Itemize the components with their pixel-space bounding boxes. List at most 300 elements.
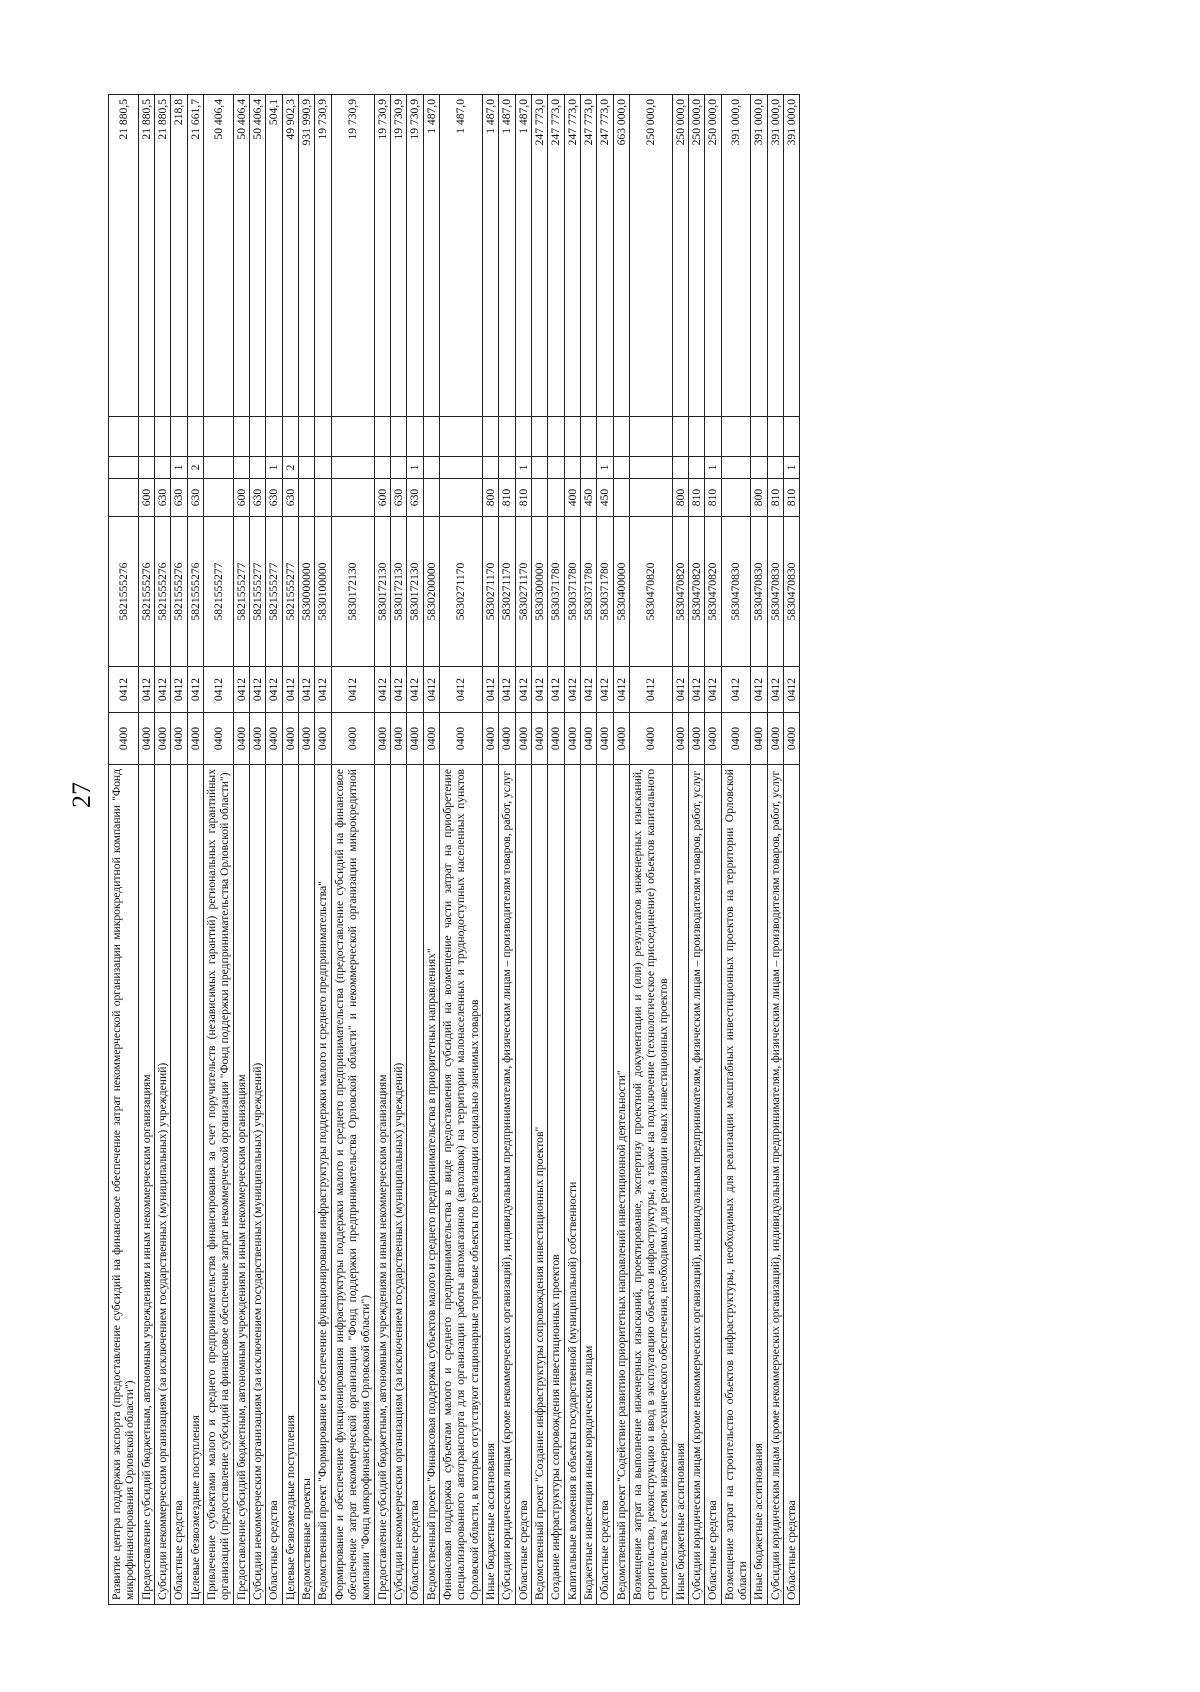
amount-cell: 1 487,0 [439,95,482,417]
target-article-cell: 5830371780 [597,517,613,667]
target-article-cell: 5830200000 [423,517,439,667]
subsection-code-cell: 0412 [203,667,233,713]
target-article-cell: 5830271170 [499,517,515,667]
row-name-cell: Капитальные вложения в объекты государственной (муниципальной) собственности [564,765,580,1605]
section-code-cell: 0400 [689,713,705,765]
expense-type-cell: 630 [171,479,187,517]
subsection-code-cell: 0412 [138,667,154,713]
section-code-cell: 0400 [751,713,767,765]
section-code-cell: 0400 [331,713,374,765]
row-name-cell: Областные средства [171,765,187,1605]
table-row [597,95,613,1605]
subsection-code-cell: 0412 [109,667,139,713]
expense-type-cell: 400 [564,479,580,517]
budget-table [108,94,800,1605]
funding-source-cell [374,457,390,479]
table-row [374,95,390,1605]
table-row [154,95,170,1605]
target-article-cell: 5830172130 [390,517,406,667]
amount-cell: 663 000,0 [613,95,629,417]
expense-type-cell [203,479,233,517]
row-name-cell: Иные бюджетные ассигнования [751,765,767,1605]
row-name-cell: Иные бюджетные ассигнования [672,765,688,1605]
extra-cell [203,417,233,457]
section-code-cell: 0400 [580,713,596,765]
section-code-cell: 0400 [597,713,613,765]
subsection-code-cell: 0412 [597,667,613,713]
extra-cell [266,417,282,457]
amount-cell: 1 487,0 [423,95,439,417]
extra-cell [482,417,498,457]
table-row [315,95,331,1605]
amount-cell: 247 773,0 [580,95,596,417]
funding-source-cell [767,457,783,479]
section-code-cell: 0400 [109,713,139,765]
subsection-code-cell: 0412 [580,667,596,713]
target-article-cell: 5821555276 [171,517,187,667]
extra-cell [721,417,751,457]
amount-cell: 21 661,7 [187,95,203,417]
table-row [423,95,439,1605]
table-row [721,95,751,1605]
subsection-code-cell: 0412 [564,667,580,713]
amount-cell: 218,8 [171,95,187,417]
extra-cell [751,417,767,457]
extra-cell [767,417,783,457]
funding-source-cell [138,457,154,479]
row-name-cell: Развитие центра поддержки экспорта (предоставление субсидий на финансовое обеспечение затрат некоммерческой организации микрокредитной компании "Фонд микрофинансирования Орловской области") [109,765,139,1605]
expense-type-cell: 810 [705,479,721,517]
amount-cell: 391 000,0 [767,95,783,417]
row-name-cell: Ведомственные проекты [298,765,314,1605]
row-name-cell: Финансовая поддержка субъектам малого и среднего предпринимательства в виде предоставления субсидий на возмещение части затрат на приобретение специализированного автотранспорта для организации работы автомагазинов (автолавок) на территории малонаселенных и труднодоступных населенных пунктов Орловской области, в которых отсутствуют стационарные торговые объекты по реализации социально значимых товаров [439,765,482,1605]
target-article-cell: 5830470830 [784,517,800,667]
table-row [751,95,767,1605]
expense-type-cell [331,479,374,517]
expense-type-cell [548,479,564,517]
table-row [564,95,580,1605]
expense-type-cell: 630 [266,479,282,517]
expense-type-cell: 630 [154,479,170,517]
section-code-cell: 0400 [298,713,314,765]
subsection-code-cell: 0412 [315,667,331,713]
row-name-cell: Областные средства [784,765,800,1605]
extra-cell [154,417,170,457]
table-row [249,95,265,1605]
funding-source-cell [531,457,547,479]
extra-cell [580,417,596,457]
section-code-cell: 0400 [138,713,154,765]
expense-type-cell [613,479,629,517]
budget-table-body [109,95,800,1605]
amount-cell: 250 000,0 [689,95,705,417]
funding-source-cell: 2 [187,457,203,479]
expense-type-cell: 630 [390,479,406,517]
row-name-cell: Субсидии некоммерческим организациям (за исключением государственных (муниципальных) учреждений) [390,765,406,1605]
table-row [499,95,515,1605]
subsection-code-cell: 0412 [374,667,390,713]
funding-source-cell: 1 [705,457,721,479]
expense-type-cell: 810 [499,479,515,517]
extra-cell [689,417,705,457]
target-article-cell: 5830371780 [580,517,596,667]
subsection-code-cell: 0412 [249,667,265,713]
expense-type-cell [721,479,751,517]
funding-source-cell: 1 [171,457,187,479]
extra-cell [331,417,374,457]
subsection-code-cell: 0412 [423,667,439,713]
section-code-cell: 0400 [390,713,406,765]
table-row [784,95,800,1605]
funding-source-cell [499,457,515,479]
subsection-code-cell: 0412 [767,667,783,713]
extra-cell [613,417,629,457]
funding-source-cell: 2 [282,457,298,479]
section-code-cell: 0400 [672,713,688,765]
row-name-cell: Формирование и обеспечение функционирования инфраструктуры поддержки малого и среднего предпринимательства (предоставление субсидий на финансовое обеспечение затрат некоммерческой организации "Фонд поддержки предпринимательства Орловской области" и некоммерческой организации микрокредитной компании "Фонд микрофинансирования Орловской области") [331,765,374,1605]
table-row [515,95,531,1605]
funding-source-cell: 1 [784,457,800,479]
extra-cell [672,417,688,457]
funding-source-cell [672,457,688,479]
table-row [531,95,547,1605]
section-code-cell: 0400 [439,713,482,765]
section-code-cell: 0400 [203,713,233,765]
amount-cell: 21 880,5 [138,95,154,417]
subsection-code-cell: 0412 [482,667,498,713]
expense-type-cell [298,479,314,517]
amount-cell: 50 406,4 [203,95,233,417]
row-name-cell: Ведомственный проект "Создание инфраструктуры сопровождения инвестиционных проектов" [531,765,547,1605]
amount-cell: 931 990,9 [298,95,314,417]
table-row [439,95,482,1605]
extra-cell [531,417,547,457]
extra-cell [171,417,187,457]
amount-cell: 247 773,0 [597,95,613,417]
amount-cell: 50 406,4 [233,95,249,417]
table-row [109,95,139,1605]
target-article-cell: 5830271170 [439,517,482,667]
target-article-cell: 5830100000 [315,517,331,667]
subsection-code-cell: 0412 [171,667,187,713]
expense-type-cell: 810 [784,479,800,517]
row-name-cell: Предоставление субсидий бюджетным, автономным учреждениям и иным некоммерческим организациям [233,765,249,1605]
expense-type-cell: 450 [597,479,613,517]
target-article-cell: 5830300000 [531,517,547,667]
target-article-cell: 5821555276 [154,517,170,667]
amount-cell: 247 773,0 [564,95,580,417]
target-article-cell: 5830470830 [767,517,783,667]
table-row [233,95,249,1605]
section-code-cell: 0400 [721,713,751,765]
subsection-code-cell: 0412 [439,667,482,713]
table-row [482,95,498,1605]
row-name-cell: Целевые безвозмездные поступления [187,765,203,1605]
table-row [331,95,374,1605]
amount-cell: 391 000,0 [751,95,767,417]
row-name-cell: Предоставление субсидий бюджетным, автономным учреждениям и иным некоммерческим организациям [138,765,154,1605]
expense-type-cell [439,479,482,517]
extra-cell [423,417,439,457]
subsection-code-cell: 0412 [515,667,531,713]
target-article-cell: 5830172130 [331,517,374,667]
target-article-cell: 5821555277 [249,517,265,667]
section-code-cell: 0400 [613,713,629,765]
funding-source-cell [721,457,751,479]
extra-cell [109,417,139,457]
target-article-cell: 5821555277 [266,517,282,667]
extra-cell [548,417,564,457]
target-article-cell: 5821555277 [282,517,298,667]
row-name-cell: Областные средства [597,765,613,1605]
section-code-cell: 0400 [423,713,439,765]
amount-cell: 1 487,0 [482,95,498,417]
section-code-cell: 0400 [564,713,580,765]
extra-cell [138,417,154,457]
section-code-cell: 0400 [531,713,547,765]
row-name-cell: Субсидии юридическим лицам (кроме некоммерческих организаций), индивидуальным предпринимателям, физическим лицам – производителям товаров, работ, услуг [689,765,705,1605]
funding-source-cell [390,457,406,479]
section-code-cell: 0400 [784,713,800,765]
expense-type-cell: 600 [374,479,390,517]
target-article-cell: 5821555277 [233,517,249,667]
funding-source-cell [331,457,374,479]
section-code-cell: 0400 [315,713,331,765]
section-code-cell: 0400 [154,713,170,765]
section-code-cell: 0400 [482,713,498,765]
expense-type-cell: 810 [689,479,705,517]
amount-cell: 19 730,9 [374,95,390,417]
section-code-cell: 0400 [233,713,249,765]
subsection-code-cell: 0412 [407,667,423,713]
row-name-cell: Субсидии юридическим лицам (кроме некоммерческих организаций), индивидуальным предпринимателям, физическим лицам – производителям товаров, работ, услуг [767,765,783,1605]
amount-cell: 504,1 [266,95,282,417]
amount-cell: 250 000,0 [705,95,721,417]
table-row [629,95,672,1605]
table-row [171,95,187,1605]
amount-cell: 49 902,3 [282,95,298,417]
funding-source-cell [315,457,331,479]
target-article-cell: 5830470820 [705,517,721,667]
section-code-cell: 0400 [171,713,187,765]
subsection-code-cell: 0412 [689,667,705,713]
subsection-code-cell: 0412 [705,667,721,713]
subsection-code-cell: 0412 [629,667,672,713]
subsection-code-cell: 0412 [187,667,203,713]
table-row [672,95,688,1605]
expense-type-cell [315,479,331,517]
funding-source-cell: 1 [515,457,531,479]
section-code-cell: 0400 [266,713,282,765]
subsection-code-cell: 0412 [266,667,282,713]
row-name-cell: Целевые безвозмездные поступления [282,765,298,1605]
row-name-cell: Создание инфраструктуры сопровождения инвестиционных проектов [548,765,564,1605]
rotated-table-wrapper [108,95,1008,1605]
table-row [767,95,783,1605]
subsection-code-cell: 0412 [390,667,406,713]
row-name-cell: Предоставление субсидий бюджетным, автономным учреждениям и иным некоммерческим организациям [374,765,390,1605]
row-name-cell: Ведомственный проект "Содействие развитию приоритетных направлений инвестиционной деятельности" [613,765,629,1605]
table-row [548,95,564,1605]
row-name-cell: Ведомственный проект "Формирование и обеспечение функционирования инфраструктуры поддержки малого и среднего предпринимательства" [315,765,331,1605]
row-name-cell: Привлечение субъектами малого и среднего предпринимательства финансирования за счет поручительств (независимых гарантий) региональных гарантийных организаций (предоставление субсидий на финансовое обеспечение затрат некоммерческой организации "Фонд поддержки предпринимательства Орловской области") [203,765,233,1605]
extra-cell [282,417,298,457]
table-row [203,95,233,1605]
amount-cell: 19 730,9 [315,95,331,417]
row-name-cell: Областные средства [407,765,423,1605]
expense-type-cell: 810 [515,479,531,517]
extra-cell [315,417,331,457]
table-row [266,95,282,1605]
expense-type-cell [629,479,672,517]
target-article-cell: 5830400000 [613,517,629,667]
funding-source-cell [548,457,564,479]
subsection-code-cell: 0412 [499,667,515,713]
funding-source-cell [249,457,265,479]
amount-cell: 19 730,9 [331,95,374,417]
section-code-cell: 0400 [767,713,783,765]
expense-type-cell: 450 [580,479,596,517]
target-article-cell: 5821555277 [203,517,233,667]
target-article-cell: 5830271170 [515,517,531,667]
subsection-code-cell: 0412 [233,667,249,713]
funding-source-cell [154,457,170,479]
extra-cell [439,417,482,457]
expense-type-cell: 600 [138,479,154,517]
funding-source-cell [482,457,498,479]
section-code-cell: 0400 [499,713,515,765]
subsection-code-cell: 0412 [282,667,298,713]
table-row [689,95,705,1605]
section-code-cell: 0400 [705,713,721,765]
amount-cell: 250 000,0 [672,95,688,417]
extra-cell [564,417,580,457]
extra-cell [233,417,249,457]
subsection-code-cell: 0412 [298,667,314,713]
funding-source-cell [629,457,672,479]
extra-cell [705,417,721,457]
extra-cell [374,417,390,457]
row-name-cell: Иные бюджетные ассигнования [482,765,498,1605]
expense-type-cell: 630 [187,479,203,517]
funding-source-cell [203,457,233,479]
row-name-cell: Субсидии некоммерческим организациям (за исключением государственных (муниципальных) учреждений) [154,765,170,1605]
target-article-cell: 5830470820 [689,517,705,667]
table-row [705,95,721,1605]
expense-type-cell: 800 [751,479,767,517]
funding-source-cell [423,457,439,479]
table-row [282,95,298,1605]
subsection-code-cell: 0412 [613,667,629,713]
funding-source-cell [109,457,139,479]
target-article-cell: 5830000000 [298,517,314,667]
expense-type-cell: 630 [249,479,265,517]
target-article-cell: 5830371780 [548,517,564,667]
target-article-cell: 5830470820 [672,517,688,667]
target-article-cell: 5821555276 [109,517,139,667]
target-article-cell: 5830271170 [482,517,498,667]
amount-cell: 250 000,0 [629,95,672,417]
target-article-cell: 5821555276 [187,517,203,667]
section-code-cell: 0400 [374,713,390,765]
funding-source-cell [298,457,314,479]
amount-cell: 391 000,0 [721,95,751,417]
section-code-cell: 0400 [548,713,564,765]
extra-cell [515,417,531,457]
extra-cell [597,417,613,457]
funding-source-cell [564,457,580,479]
funding-source-cell [439,457,482,479]
funding-source-cell: 1 [266,457,282,479]
section-code-cell: 0400 [249,713,265,765]
amount-cell: 1 487,0 [515,95,531,417]
expense-type-cell: 600 [233,479,249,517]
row-name-cell: Субсидии юридическим лицам (кроме некоммерческих организаций), индивидуальным предпринимателям, физическим лицам – производителям товаров, работ, услуг [499,765,515,1605]
row-name-cell: Областные средства [515,765,531,1605]
amount-cell: 50 406,4 [249,95,265,417]
subsection-code-cell: 0412 [784,667,800,713]
section-code-cell: 0400 [407,713,423,765]
expense-type-cell: 810 [767,479,783,517]
target-article-cell: 5830470820 [629,517,672,667]
extra-cell [390,417,406,457]
expense-type-cell: 800 [672,479,688,517]
amount-cell: 21 880,5 [109,95,139,417]
expense-type-cell [109,479,139,517]
expense-type-cell [423,479,439,517]
extra-cell [629,417,672,457]
expense-type-cell: 630 [407,479,423,517]
row-name-cell: Бюджетные инвестиции иным юридическим лицам [580,765,596,1605]
target-article-cell: 5830172130 [407,517,423,667]
extra-cell [187,417,203,457]
extra-cell [407,417,423,457]
subsection-code-cell: 0412 [548,667,564,713]
table-row [407,95,423,1605]
target-article-cell: 5830470830 [721,517,751,667]
table-row [138,95,154,1605]
row-name-cell: Областные средства [705,765,721,1605]
funding-source-cell [751,457,767,479]
target-article-cell: 5830172130 [374,517,390,667]
amount-cell: 19 730,9 [407,95,423,417]
funding-source-cell: 1 [407,457,423,479]
extra-cell [499,417,515,457]
target-article-cell: 5830470830 [751,517,767,667]
amount-cell: 1 487,0 [499,95,515,417]
funding-source-cell [613,457,629,479]
subsection-code-cell: 0412 [672,667,688,713]
funding-source-cell: 1 [597,457,613,479]
section-code-cell: 0400 [282,713,298,765]
table-row [390,95,406,1605]
row-name-cell: Ведомственный проект "Финансовая поддержка субъектов малого и среднего предпринимательства в приоритетных направлениях" [423,765,439,1605]
target-article-cell: 5830371780 [564,517,580,667]
amount-cell: 247 773,0 [531,95,547,417]
page-number: 27 [67,782,96,808]
section-code-cell: 0400 [515,713,531,765]
section-code-cell: 0400 [629,713,672,765]
target-article-cell: 5821555276 [138,517,154,667]
table-row [187,95,203,1605]
table-row [298,95,314,1605]
amount-cell: 391 000,0 [784,95,800,417]
table-row [580,95,596,1605]
subsection-code-cell: 0412 [751,667,767,713]
row-name-cell: Возмещение затрат на строительство объектов инфраструктуры, необходимых для реализации масштабных инвестиционных проектов на территории Орловской области [721,765,751,1605]
row-name-cell: Областные средства [266,765,282,1605]
table-row [613,95,629,1605]
